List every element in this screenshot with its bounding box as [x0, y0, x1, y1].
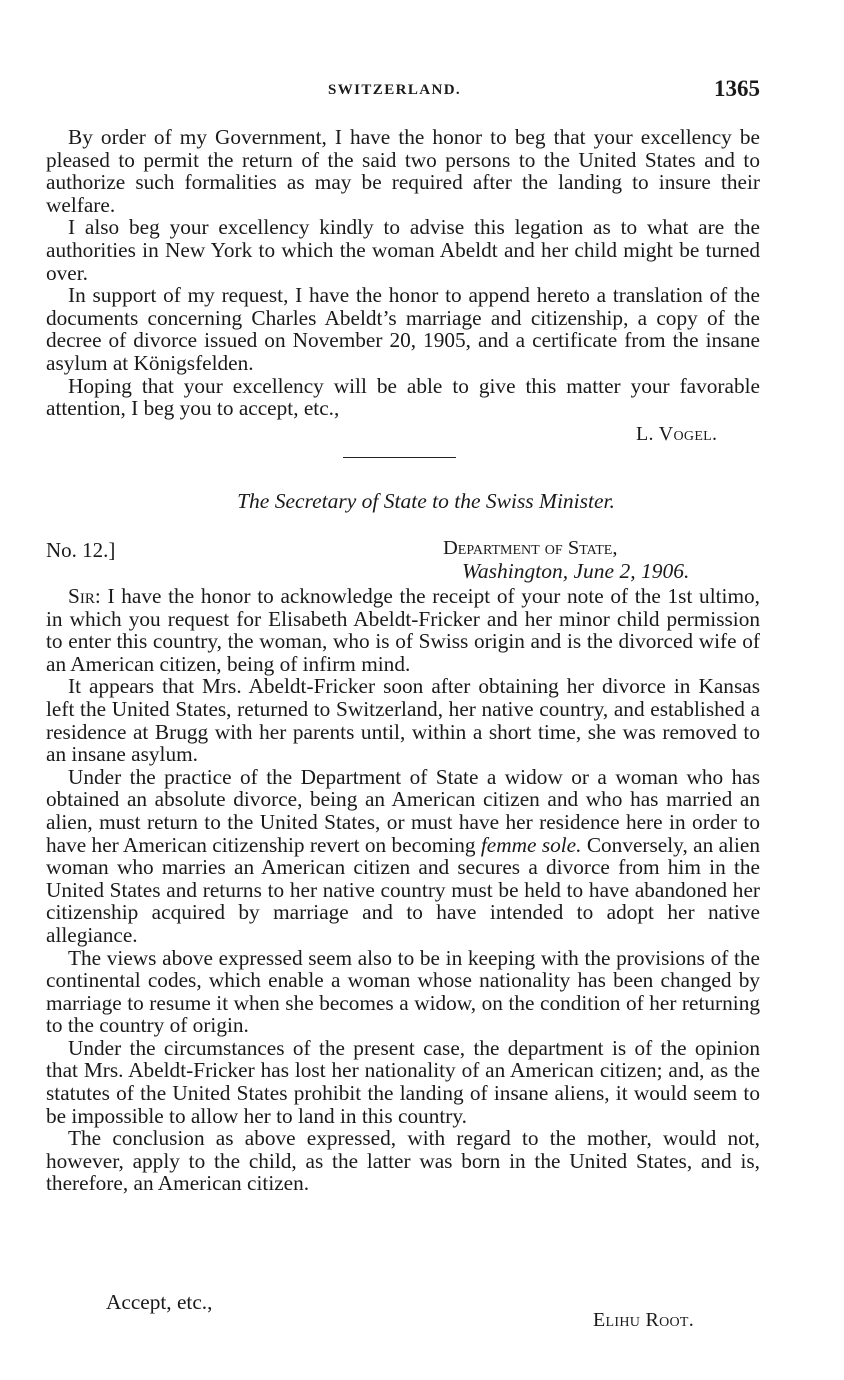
letter-vogel-body — [46, 126, 760, 420]
salutation: Sir — [68, 584, 95, 608]
paragraph-text: Conversely, an alien woman who marries an American citizen and secures a divorce from him in the United States and returns to her native country must be held to have abandoned her citizenship acquired by marriage and to have intended to adopt her native allegiance. — [46, 832, 760, 947]
paragraph: Hoping that your excellency will be able to give this matter your favorable attention, I beg you to accept, etc., — [46, 373, 760, 421]
paragraph — [46, 766, 760, 947]
signature-vogel: L. Vogel. — [636, 423, 718, 445]
page-number: 1365 — [714, 76, 760, 101]
emphasis-term: femme sole. — [480, 832, 582, 857]
paragraph: The views above expressed seem also to be in keeping with the provisions of the continental codes, which enable a woman whose nationality has been changed by marriage to resume it when she becomes a widow, on the condition of her returning to the country of origin. — [46, 945, 760, 1038]
closing-line: Accept, etc., — [106, 1290, 213, 1314]
paragraph: By order of my Government, I have the honor to beg that your excellency be pleased to permit the return of the said two persons to the United States and to authorize such formalities as may be required after the landing to insure their welfare. — [46, 125, 760, 217]
section-divider — [343, 457, 456, 458]
paragraph: In support of my request, I have the honor to append hereto a translation of the documents concerning Charles Abeldt’s marriage and citizenship, a copy of the decree of divorce issued on November 20, 1905, and a certificate from the insane asylum at Königsfelden. — [46, 283, 760, 375]
paragraph-text: : I have the honor to acknowledge the receipt of your note of the 1st ultimo, in which you request for Elisabeth Abeldt-Fricker and her minor child permission to enter this country, the woman, who is of Swiss origin and is the divorced wife of an American citizen, being of infirm mind. — [46, 584, 760, 676]
document-number: No. 12.] — [46, 538, 116, 562]
signature-root: Elihu Root. — [593, 1309, 695, 1331]
paragraph — [46, 585, 760, 675]
paragraph: It appears that Mrs. Abeldt-Fricker soon after obtaining her divorce in Kansas left the United States, returned to Switzerland, her native country, and established a residence at Brugg with her parents until, within a short time, she was removed to an insane asylum. — [46, 674, 760, 767]
paragraph: Under the circumstances of the present case, the department is of the opinion that Mrs. Abeldt-Fricker has lost her nationality of an American citizen; and, as the statutes of the United States prohibit the landing of insane aliens, it would seem to be impossible to allow her to land in this country. — [46, 1035, 760, 1128]
department-name: Department of State, — [443, 537, 618, 559]
running-head — [0, 76, 844, 108]
paragraph: I also beg your excellency kindly to advise this legation as to what are the authorities in New York to which the woman Abeldt and her child might be turned over. — [46, 215, 760, 285]
letter-root-body — [46, 585, 760, 1195]
running-title: SWITZERLAND. — [328, 82, 462, 98]
dateline: Washington, June 2, 1906. — [462, 559, 690, 583]
paragraph: The conclusion as above expressed, with regard to the mother, would not, however, apply to the child, as the latter was born in the United States, and is, therefore, an American citizen. — [46, 1126, 760, 1196]
letter-heading: The Secretary of State to the Swiss Minister. — [237, 489, 615, 513]
paragraph-text: Under the practice of the Department of State a widow or a woman who has obtained an absolute divorce, being an American citizen and who has married an alien, must return to the United States, or must have her residence here in order to have her American citizenship revert on becoming — [46, 764, 760, 857]
